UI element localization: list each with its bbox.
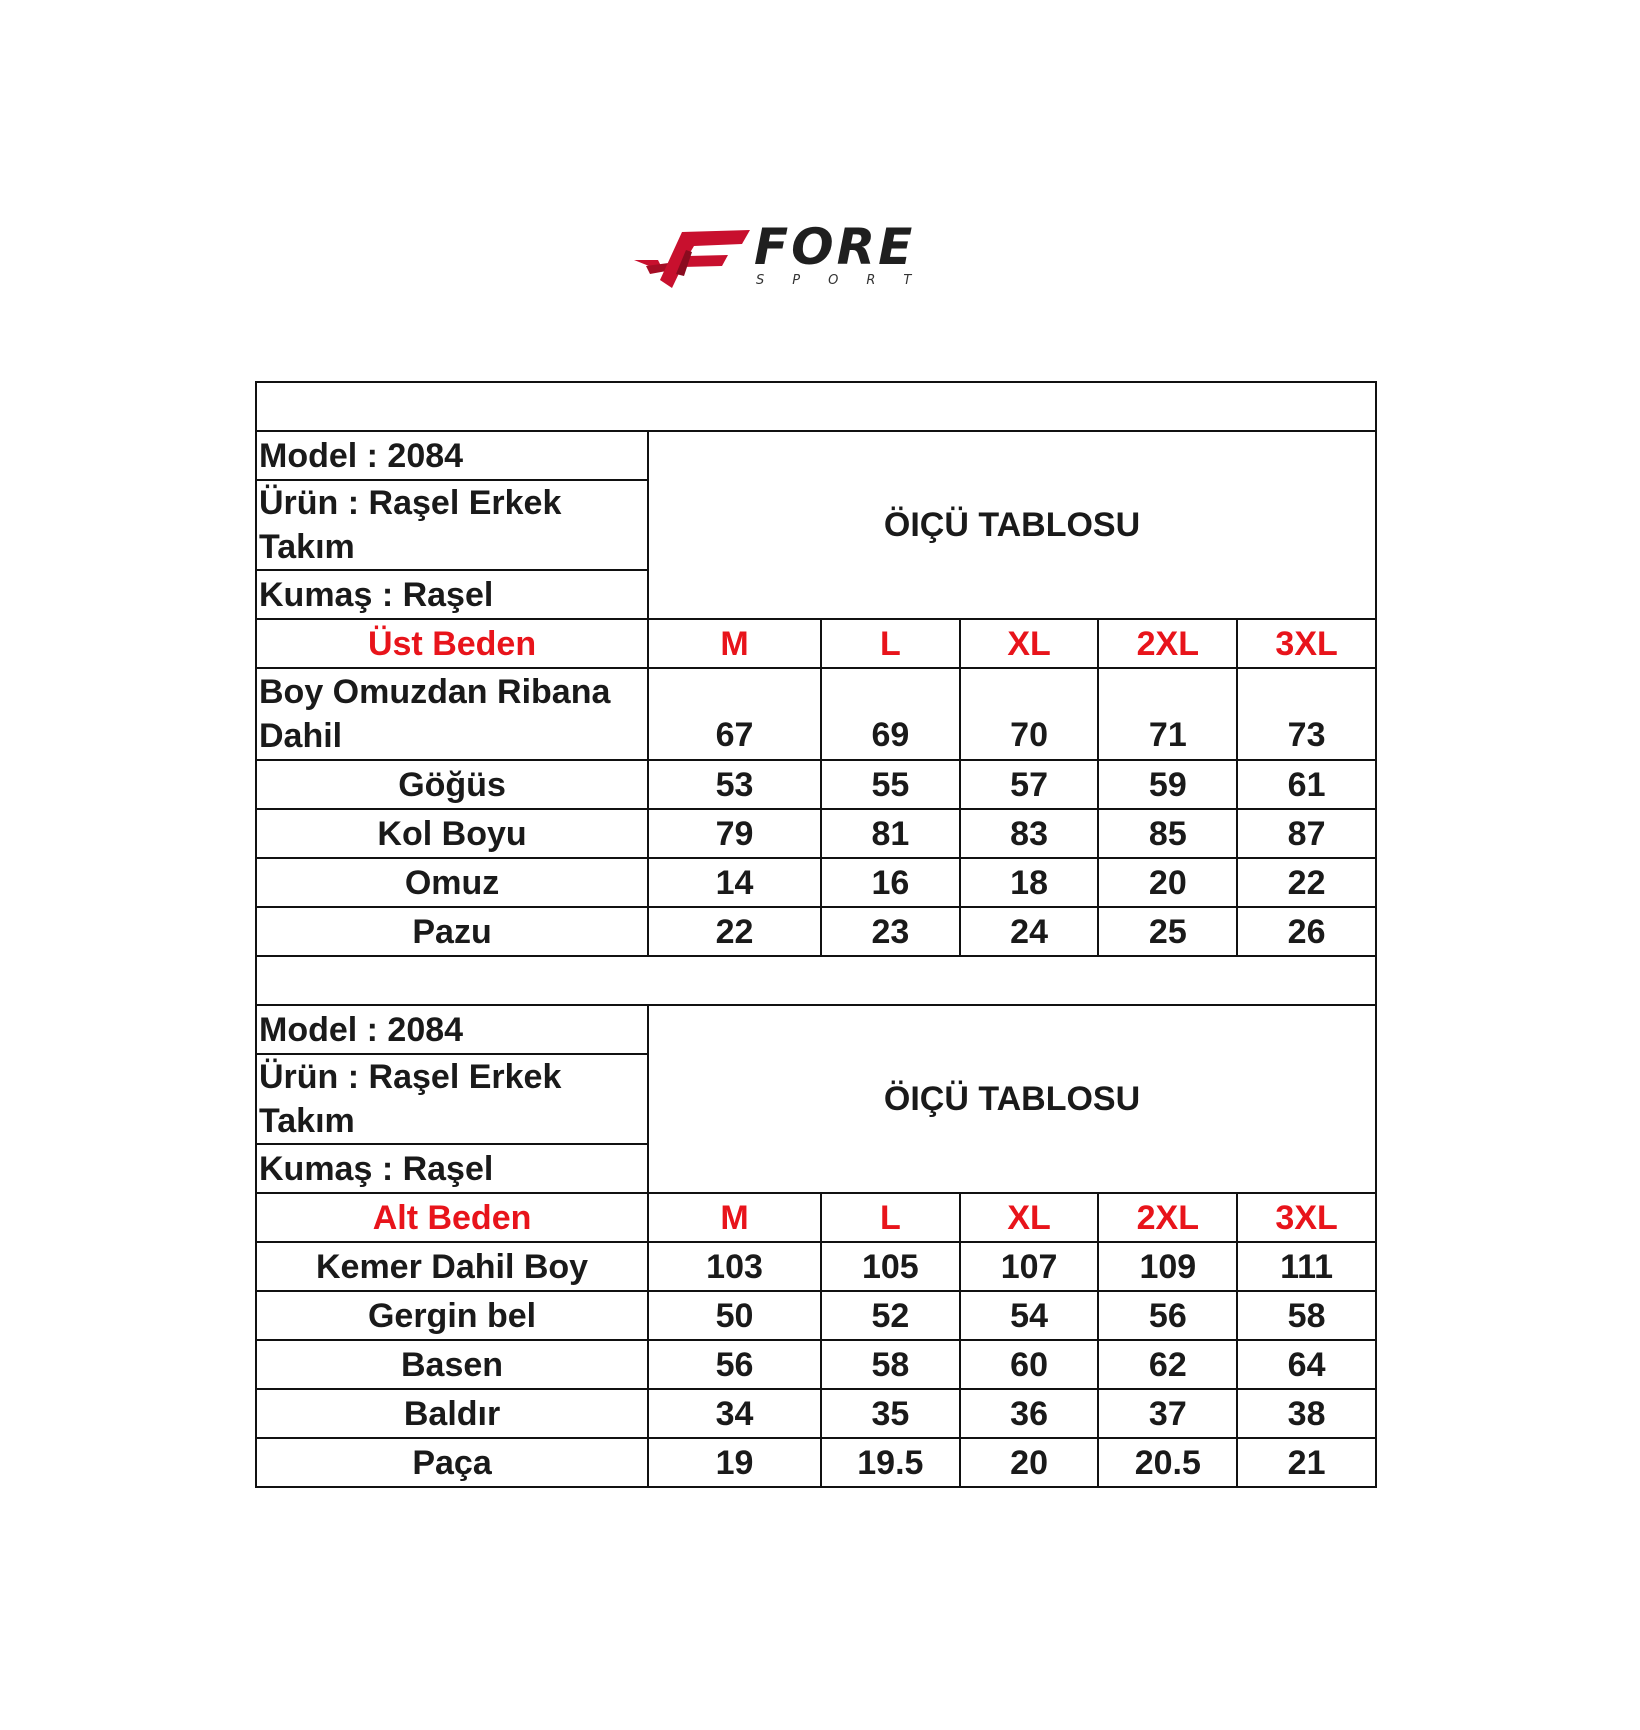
measure-value: 58 [821,1340,960,1389]
measure-value: 20.5 [1098,1438,1237,1487]
measure-value: 111 [1237,1242,1376,1291]
measure-value: 36 [960,1389,1099,1438]
measure-value: 81 [821,809,960,858]
spacer-row [256,956,1376,1005]
size-m: M [648,619,821,668]
measure-value: 79 [648,809,821,858]
measure-value: 69 [821,668,960,760]
measure-value: 50 [648,1291,821,1340]
measure-label: Paça [256,1438,648,1487]
measure-value: 52 [821,1291,960,1340]
chart-title: ÖIÇÜ TABLOSU [648,431,1376,619]
measure-value: 103 [648,1242,821,1291]
measure-value: 38 [1237,1389,1376,1438]
measure-value: 60 [960,1340,1099,1389]
measure-value: 53 [648,760,821,809]
size-xl: XL [960,619,1099,668]
size-3xl: 3XL [1237,1193,1376,1242]
size-header-row [256,619,1376,668]
size-l: L [821,1193,960,1242]
measure-row [256,858,1376,907]
measure-label: Boy Omuzdan Ribana Dahil [256,668,648,760]
measure-value: 34 [648,1389,821,1438]
size-m: M [648,1193,821,1242]
measure-value: 67 [648,668,821,760]
measure-label: Pazu [256,907,648,956]
measure-row [256,907,1376,956]
fabric-info: Kumaş : Raşel [256,1144,648,1193]
measure-row [256,668,1376,760]
measure-value: 19.5 [821,1438,960,1487]
measure-value: 56 [1098,1291,1237,1340]
measure-row [256,1340,1376,1389]
measure-label: Kemer Dahil Boy [256,1242,648,1291]
size-2xl: 2XL [1098,619,1237,668]
measure-value: 61 [1237,760,1376,809]
measure-value: 56 [648,1340,821,1389]
model-info: Model : 2084 [256,431,648,480]
measure-value: 19 [648,1438,821,1487]
size-chart-table [255,381,1377,1488]
product-info: Ürün : Raşel Erkek Takım [256,480,648,570]
measure-row [256,760,1376,809]
section-label-lower: Alt Beden [256,1193,648,1242]
brand-name: FORE [754,218,916,276]
chart-title: ÖIÇÜ TABLOSU [648,1005,1376,1193]
measure-value: 109 [1098,1242,1237,1291]
measure-row [256,1438,1376,1487]
measure-value: 22 [1237,858,1376,907]
measure-value: 18 [960,858,1099,907]
measure-row [256,1389,1376,1438]
measure-value: 107 [960,1242,1099,1291]
size-3xl: 3XL [1237,619,1376,668]
fore-sport-logo [632,218,942,294]
size-l: L [821,619,960,668]
measure-value: 14 [648,858,821,907]
measure-value: 59 [1098,760,1237,809]
measure-value: 21 [1237,1438,1376,1487]
measure-label: Göğüs [256,760,648,809]
brand-tagline: SPORT [756,273,940,288]
measure-value: 55 [821,760,960,809]
measure-value: 64 [1237,1340,1376,1389]
product-info: Ürün : Raşel Erkek Takım [256,1054,648,1144]
measure-row [256,809,1376,858]
info-row-model [256,1005,1376,1054]
size-2xl: 2XL [1098,1193,1237,1242]
size-xl: XL [960,1193,1099,1242]
measure-value: 25 [1098,907,1237,956]
section-label-upper: Üst Beden [256,619,648,668]
measure-label: Baldır [256,1389,648,1438]
measure-value: 54 [960,1291,1099,1340]
measure-value: 35 [821,1389,960,1438]
measure-label: Omuz [256,858,648,907]
measure-value: 20 [1098,858,1237,907]
measure-label: Gergin bel [256,1291,648,1340]
measure-value: 71 [1098,668,1237,760]
info-row-model [256,431,1376,480]
measure-value: 23 [821,907,960,956]
measure-row [256,1242,1376,1291]
measure-label: Kol Boyu [256,809,648,858]
measure-value: 105 [821,1242,960,1291]
measure-value: 16 [821,858,960,907]
measure-value: 83 [960,809,1099,858]
size-header-row [256,1193,1376,1242]
measure-value: 24 [960,907,1099,956]
fabric-info: Kumaş : Raşel [256,570,648,619]
measure-value: 57 [960,760,1099,809]
measure-label: Basen [256,1340,648,1389]
model-info: Model : 2084 [256,1005,648,1054]
measure-value: 85 [1098,809,1237,858]
measure-value: 87 [1237,809,1376,858]
measure-value: 26 [1237,907,1376,956]
measure-value: 20 [960,1438,1099,1487]
measure-value: 62 [1098,1340,1237,1389]
measure-value: 37 [1098,1389,1237,1438]
measure-value: 73 [1237,668,1376,760]
spacer-row [256,382,1376,431]
fore-wing-f-icon [632,222,750,288]
measure-value: 58 [1237,1291,1376,1340]
measure-row [256,1291,1376,1340]
measure-value: 70 [960,668,1099,760]
measure-value: 22 [648,907,821,956]
